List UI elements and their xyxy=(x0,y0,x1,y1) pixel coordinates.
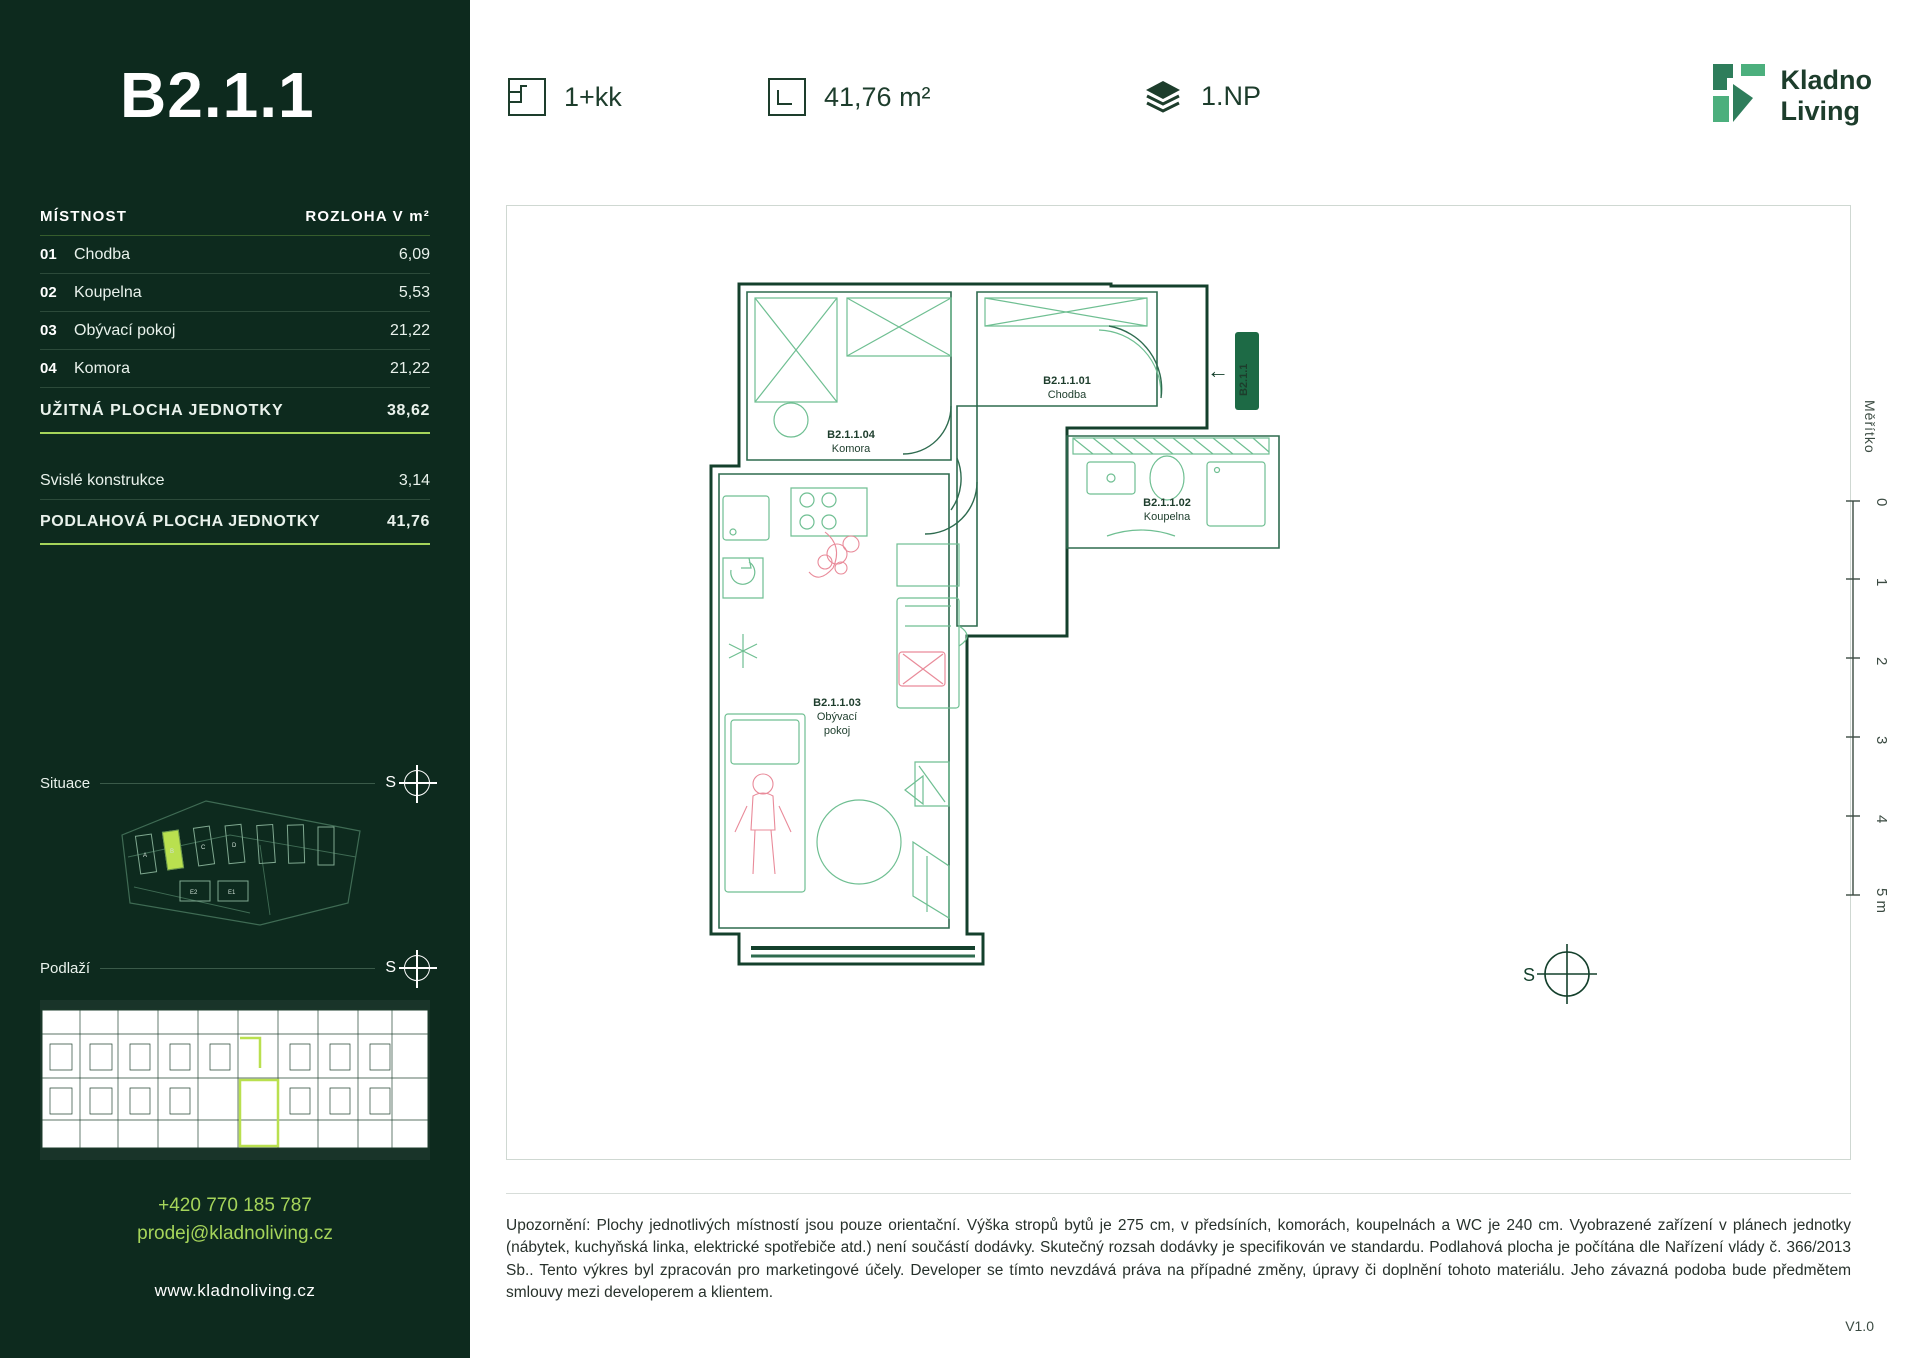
vertical-structures-row xyxy=(40,462,430,500)
row-number: 04 xyxy=(40,360,57,377)
version-label: V1.0 xyxy=(1845,1318,1874,1334)
podlazi-section-header xyxy=(40,955,430,981)
svg-text:E2: E2 xyxy=(190,890,198,896)
unit-marker-label: B2.1.1 xyxy=(1238,363,1250,396)
logo-line-2: Living xyxy=(1780,95,1860,126)
page-title: B2.1.1 xyxy=(120,59,315,131)
row-number: 01 xyxy=(40,246,57,263)
room-code-01: B2.1.1.01 xyxy=(1043,375,1091,387)
room-area-table xyxy=(40,208,430,545)
floor-area-row xyxy=(40,500,430,545)
logo-line-1: Kladno xyxy=(1780,65,1872,96)
compass-letter: S xyxy=(385,774,396,791)
floor-plan-thumbnail xyxy=(40,1000,430,1160)
contact-block xyxy=(0,1195,470,1301)
scale-tick-1: 1 xyxy=(1873,578,1890,587)
podlazi-label: Podlaží xyxy=(40,959,91,977)
header-area-value: 41,76 m² xyxy=(824,81,931,112)
divider xyxy=(100,968,375,969)
scale-tick-4: 4 xyxy=(1873,815,1890,824)
table-row xyxy=(40,236,430,274)
entry-arrow-icon: ← xyxy=(1207,358,1229,383)
scale-label: Měřítko xyxy=(1862,400,1878,454)
disclaimer-text: Upozornění: Plochy jednotlivých místností jsou pouze orientační. Výška stropů bytů je 275 cm, v předsíních, komorách, koupelnách a WC je 240 cm. Vyobrazené zařízení v plánech jednotky (nábytek, kuchyňská linka, elektrické spotřebiče atd.) není součástí dodávky. Skutečný rozsah dodávky je specifikován ve standardu. Podlahová plocha je počítána dle Nařízení vlády č. 366/2013 Sb.. Tento výkres byl zpracován pro marketingové účely. Developer se tímto nevzdává práva na případné změny, úpravy či doplnění tohoto materiálu. Jeho závazná podoba bude předmětem smlouvy mezi developerem a klientem. xyxy=(506,1217,1851,1302)
kladno-living-mark-icon xyxy=(1711,62,1767,129)
header-floor xyxy=(1143,78,1261,114)
situace-label: Situace xyxy=(40,774,91,792)
room-name-04: Komora xyxy=(831,443,871,455)
vertical-structures-label: Svislé konstrukce xyxy=(40,472,165,489)
row-room-name: Koupelna xyxy=(74,284,142,301)
site-plan-map xyxy=(110,795,370,930)
usable-area-row xyxy=(40,388,430,434)
divider xyxy=(506,1193,1851,1194)
scale-tick-5: 5 m xyxy=(1873,888,1890,914)
floor-plan-drawing xyxy=(506,205,1851,1160)
row-room-area: 6,09 xyxy=(398,246,430,263)
divider xyxy=(100,783,375,784)
header-floor-value: 1.NP xyxy=(1201,80,1262,111)
scale-tick-3: 3 xyxy=(1873,736,1890,745)
area-icon xyxy=(768,78,806,116)
room-name-01: Chodba xyxy=(1047,389,1087,401)
header-layout-value: 1+kk xyxy=(564,81,622,112)
website-url[interactable]: www.kladnoliving.cz xyxy=(154,1281,316,1300)
row-room-name: Chodba xyxy=(74,246,131,263)
brand-logo xyxy=(1711,62,1873,129)
table-header xyxy=(40,208,430,236)
usable-area-label: UŽITNÁ PLOCHA JEDNOTKY xyxy=(40,402,284,419)
svg-text:A: A xyxy=(143,853,148,859)
table-row xyxy=(40,274,430,312)
room-name-02: Koupelna xyxy=(1143,511,1191,523)
entry-marker xyxy=(1207,332,1259,410)
row-number: 03 xyxy=(40,322,57,339)
compass-icon xyxy=(404,770,430,796)
header-layout xyxy=(508,78,622,116)
phone-number[interactable]: +420 770 185 787 xyxy=(158,1195,312,1216)
table-row xyxy=(40,312,430,350)
email-address[interactable]: prodej@kladnoliving.cz xyxy=(137,1223,333,1244)
compass-icon xyxy=(1523,944,1597,1004)
svg-text:E1: E1 xyxy=(228,890,236,896)
room-name-03b: pokoj xyxy=(823,725,851,737)
situace-section-header xyxy=(40,770,430,796)
disclaimer-note xyxy=(506,1215,1851,1305)
row-room-area: 21,22 xyxy=(389,322,430,339)
floor-area-label: PODLAHOVÁ PLOCHA JEDNOTKY xyxy=(40,513,321,530)
scale-tick-2: 2 xyxy=(1873,657,1890,666)
sidebar xyxy=(0,0,470,1358)
row-room-name: Obývací pokoj xyxy=(74,322,176,339)
column-header-area: ROZLOHA V m² xyxy=(305,208,430,225)
svg-text:C: C xyxy=(201,845,206,851)
layers-icon xyxy=(1143,78,1183,114)
room-name-03: Obývací xyxy=(816,711,858,723)
scale-bar xyxy=(1840,495,1866,915)
header-area xyxy=(768,78,931,116)
room-code-02: B2.1.1.02 xyxy=(1143,497,1191,509)
table-row xyxy=(40,350,430,388)
floor-area-value: 41,76 xyxy=(386,513,430,530)
row-room-name: Komora xyxy=(74,360,131,377)
row-room-area: 5,53 xyxy=(398,284,430,301)
svg-text:S: S xyxy=(1523,965,1536,985)
svg-text:D: D xyxy=(232,843,237,849)
plan-svg xyxy=(507,206,1850,1159)
svg-text:B: B xyxy=(170,849,175,855)
row-room-area: 21,22 xyxy=(389,360,430,377)
compass-letter: S xyxy=(385,959,396,976)
usable-area-value: 38,62 xyxy=(386,402,430,419)
column-header-room: MÍSTNOST xyxy=(40,208,128,225)
floorplan-icon xyxy=(508,78,546,116)
compass-icon xyxy=(404,955,430,981)
row-number: 02 xyxy=(40,284,57,301)
scale-tick-0: 0 xyxy=(1873,498,1890,507)
room-code-04: B2.1.1.04 xyxy=(827,429,875,441)
room-code-03: B2.1.1.03 xyxy=(813,697,861,709)
vertical-structures-value: 3,14 xyxy=(398,472,430,489)
